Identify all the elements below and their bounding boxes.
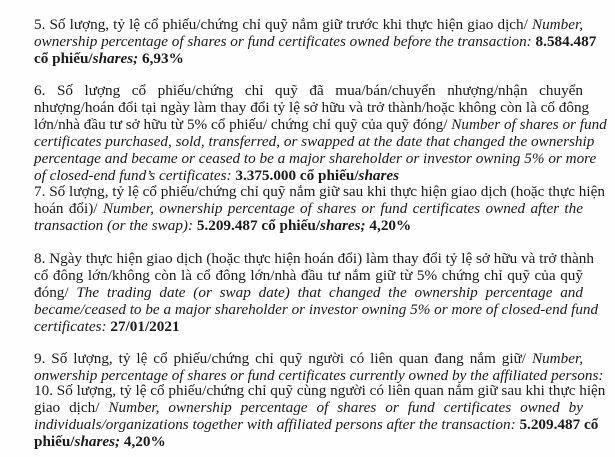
text-run: 5. Số lượng, tỷ lệ cổ phiếu/chứng chỉ quỹ nắm giữ trước khi thực hiện giao dịch/: [34, 16, 532, 33]
text-line: [34, 133, 595, 150]
text-run: Number,: [531, 350, 583, 367]
text-run: 4,20%: [120, 433, 166, 450]
text-run: shares;: [92, 50, 139, 67]
text-run: 7. Số lượng, tỷ lệ cổ phiếu/chứng chỉ quỹ nắm giữ sau khi thực hiện giao dịch (hoặc thực hiện: [34, 183, 605, 200]
text-run: The trading date (or swap date) that changed the ownership percentage and: [76, 284, 583, 301]
text-line: [34, 399, 583, 416]
item-8-trading-date: [34, 250, 599, 335]
text-line: [34, 99, 590, 116]
text-line: [34, 433, 583, 450]
text-line: [34, 416, 599, 433]
text-run: 8. Ngày thực hiện giao dịch (hoặc thực hiện hoán đổi) làm thay đổi tỷ lệ sở hữu và trở thành: [34, 250, 594, 267]
text-line: [34, 318, 583, 335]
text-run: shares;: [74, 433, 121, 450]
text-line: [34, 50, 583, 67]
text-run: 10. Số lượng, tỷ lệ cổ phiếu/chứng chỉ quỹ cùng người có liên quan nắm giữ sau khi thực hiện: [34, 382, 606, 399]
text-run: 4,20%: [365, 217, 412, 234]
text-line: [34, 33, 597, 50]
text-line: [34, 301, 599, 318]
text-run: Number, ownership percentage of shares or fund certificates owned by: [108, 399, 583, 416]
text-run: of closed-end fund’s certificates:: [34, 167, 236, 184]
text-run: shares;: [320, 217, 366, 234]
text-line: [34, 250, 594, 267]
text-run: transaction (or the swap):: [34, 217, 197, 234]
item-7-holdings-after: [34, 183, 605, 234]
text-line: [34, 284, 583, 301]
text-line: [34, 217, 583, 234]
text-line: [34, 382, 606, 399]
text-line: [34, 82, 583, 99]
text-run: cổ phiếu/: [34, 50, 93, 67]
text-run: cổ đông lớn/không còn là cổ đông lớn/nhà đầu tư nắm giữ từ 5% chứng chỉ quỹ của quỹ: [34, 267, 583, 284]
item-9-affiliated-holdings: [34, 350, 604, 384]
text-run: 6. Số lượng cổ phiếu/chứng chỉ quỹ đã mua/bán/chuyển nhượng/nhận chuyển: [34, 82, 583, 99]
text-run: certificates:: [34, 318, 111, 335]
text-run: Number, ownership percentage of shares or fund certificates owned after the: [102, 200, 583, 217]
text-run: phiếu/: [34, 433, 75, 450]
text-run: percentage and became or ceased to be a major shareholder or investor owning 5% or more: [34, 150, 597, 167]
item-6-shares-traded: [34, 82, 607, 184]
text-run: lớn/nhà đầu tư sở hữu từ 5% cổ phiếu/ chứng chỉ quỹ của quỹ đóng/: [34, 116, 452, 133]
text-run: nhượng/hoán đổi tại ngày làm thay đổi tỷ lệ sở hữu và trở thành/hoặc không còn là cổ đông: [34, 99, 590, 116]
text-run: Number of shares or fund: [451, 116, 607, 133]
text-run: became/ceased to be a major shareholder or investor owning 5% or more of closed-end fund: [34, 301, 599, 318]
text-line: [34, 183, 605, 200]
text-run: ownership percentage of shares or fund certificates owned before the transaction:: [34, 33, 536, 50]
text-run: 5.209.487 cổ phiếu/: [196, 217, 321, 234]
text-run: 6,93%: [138, 50, 184, 67]
text-run: Number,: [531, 16, 583, 33]
text-run: certificates purchased, sold, transferred, or swapped at the date that changed the ownership: [34, 133, 595, 150]
text-run: giao dịch/: [34, 399, 109, 416]
text-line: [34, 267, 583, 284]
item-5-holdings-before: [34, 16, 597, 67]
text-run: hoán đổi)/: [34, 200, 103, 217]
item-10-combined-holdings: [34, 382, 606, 450]
text-run: 3.375.000 cổ phiếu/: [235, 167, 359, 184]
text-run: onwership percentage of shares or fund certificates currently owned by the affiliated persons:: [34, 367, 604, 384]
text-line: [34, 350, 583, 367]
text-run: shares: [358, 167, 400, 184]
text-run: 27/01/2021: [110, 318, 180, 335]
text-run: individuals/organizations together with affiliated persons after the transaction:: [34, 416, 520, 433]
text-line: [34, 167, 583, 184]
text-run: 9. Số lượng, tỷ lệ cổ phiếu/chứng chỉ quỹ người có liên quan đang nắm giữ/: [34, 350, 532, 367]
text-line: [34, 200, 583, 217]
text-run: 5.209.487 cổ: [519, 416, 599, 433]
text-run: đóng/: [34, 284, 77, 301]
text-line: [34, 150, 597, 167]
text-run: 8.584.487: [535, 33, 597, 50]
text-line: [34, 16, 583, 33]
text-line: [34, 116, 607, 133]
